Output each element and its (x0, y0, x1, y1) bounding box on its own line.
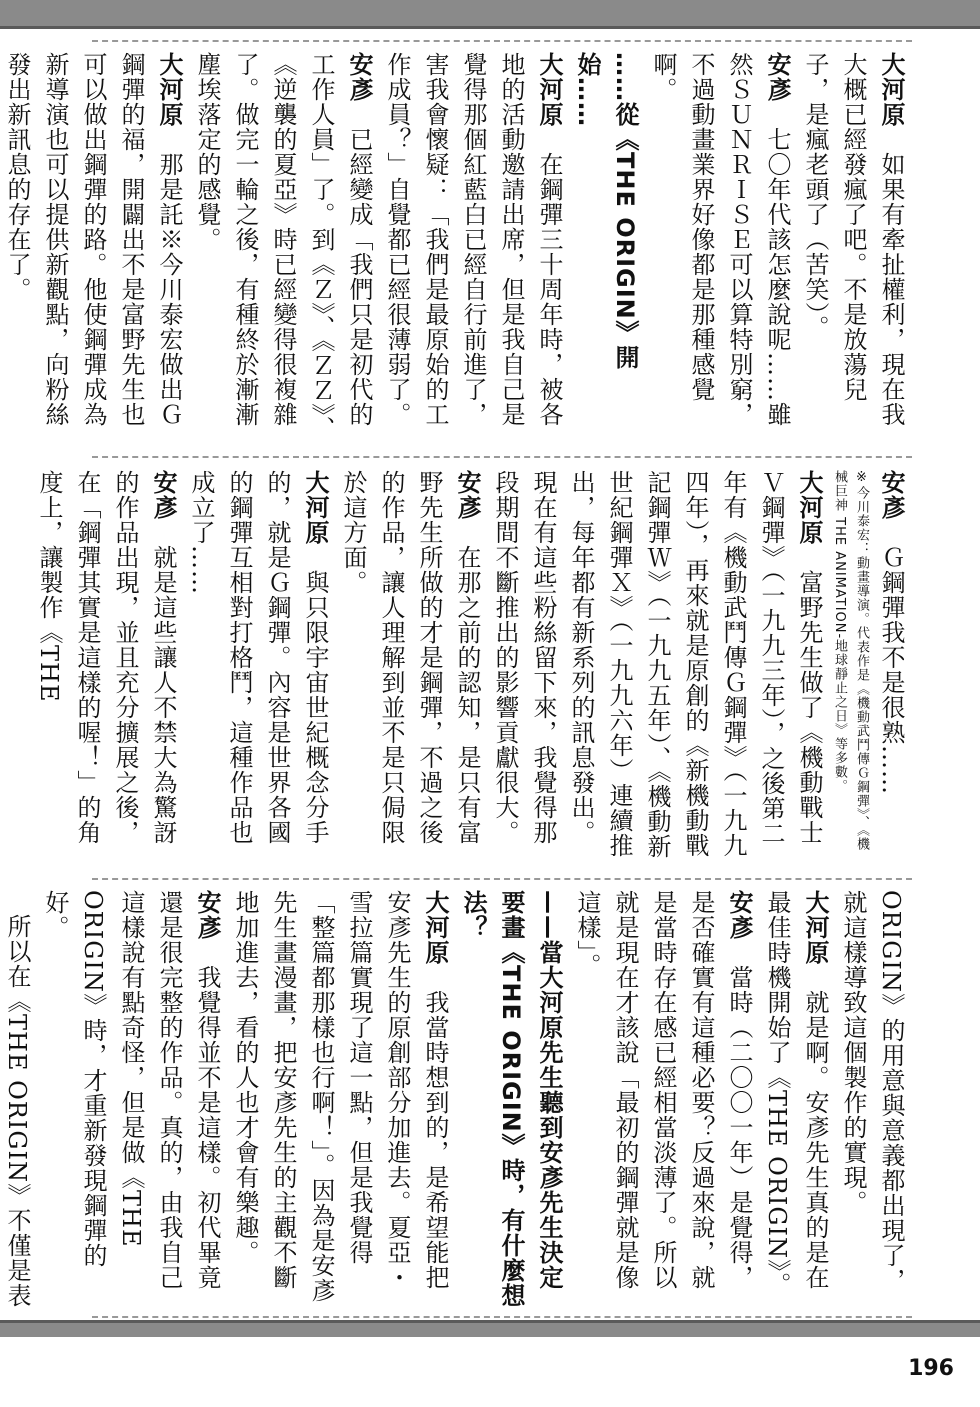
dialogue-text: 與只限宇宙世紀概念分手的，就是Ｇ鋼彈。內容是世界各國的鋼彈互相對打格鬥，這種作品也成立了…… (187, 470, 329, 845)
dialogue-paragraph (334, 470, 486, 862)
top-border-bar (0, 0, 980, 29)
dialogue-paragraph (182, 470, 334, 862)
dialogue-text: 我覺得並不是這樣。初代畢竟還是很完整的作品。真的，由我自己這樣說有點奇怪，但是做《THE ORIGIN》時，才重新發現鋼彈的好。 (41, 890, 221, 1290)
speaker-name: 安彥 (345, 52, 373, 102)
speaker-name: 大河原 (421, 890, 449, 965)
dialogue-text: 當時（二〇〇一年）是覺得，是否確實有這種必要？反過來說，就是當時存在感已經相當淡薄了。所以就是現在才該說「最初的鋼彈就是像這樣」。 (573, 890, 753, 1290)
dialogue-text: 就是啊。安彥先生真的是在最佳時機開始了《THE ORIGIN》。 (763, 890, 829, 1297)
speaker-name: 安彥 (193, 890, 221, 940)
speaker-name: 大河原 (155, 52, 183, 127)
dialogue-text: 富野先生做了《機動戰士Ｖ鋼彈》（一九九三年），之後第二年有《機動武鬥傳Ｇ鋼彈》（一九九四年），再來就是原創的《新機動戰記鋼彈Ｗ》（一九九五年）、《機動新世紀鋼彈Ｘ》（一九九六年）連續推出，每年都有新系列的訊息發出。現在有這些粉絲留下來，我覺得那段期間不斷推出的影響貢獻很大。 (491, 470, 823, 859)
dialogue-text: 已經變成「我們只是初代的工作人員」了。到《Ｚ》、《ＺＺ》、《逆襲的夏亞》時已經變得很複雜了。做完一輪之後，有種終於漸漸塵埃落定的感覺。 (193, 52, 373, 441)
dialogue-paragraph (568, 890, 758, 1310)
section-divider (92, 1316, 912, 1318)
continued-text: 所以在《THE ORIGIN》不僅是表 (3, 914, 31, 1308)
speaker-name: 安彥 (725, 890, 753, 940)
section-divider (92, 40, 912, 42)
speaker-name: 安彥 (453, 470, 481, 520)
speaker-name: 大河原 (795, 470, 823, 545)
speaker-name: 安彥 (763, 52, 791, 102)
dialogue-paragraph (30, 470, 182, 862)
page-number: 196 (908, 1356, 954, 1381)
dialogue-paragraph (796, 52, 910, 444)
dialogue-text: 在那之前的認知，是只有富野先生所做的才是鋼彈，不過之後的作品，讓人理解到並不是只侷限於這方面。 (339, 470, 481, 845)
dialogue-paragraph (378, 52, 568, 444)
section-divider (92, 456, 912, 458)
dialogue-text: 就是這些讓人不禁大為驚訝的作品出現，並且充分擴展之後，在「鋼彈其實是這樣的喔！」的角度上，讓製作《THE (35, 470, 177, 845)
dialogue-text: 在鋼彈三十周年時，被各地的活動邀請出席，但是我自己是覺得那個紅藍白已經自行前進了，害我會懷疑：「我們是最原始的工作成員？」自覺都已經很薄弱了。 (383, 52, 563, 427)
speaker-name: 大河原 (877, 52, 905, 127)
dialogue-paragraph (644, 52, 796, 444)
speaker-name: 安彥 (149, 470, 177, 520)
text-block-middle (35, 470, 910, 862)
speaker-name: 大河原 (301, 470, 329, 545)
section-heading: ——當大河原先生聽到安彥先生決定要畫《THE ORIGIN》時，有什麼想法？ (459, 890, 563, 1308)
dialogue-text: 七〇年代該怎麼說呢……雖然ＳＵＮＲＩＳＥ可以算特別窮，不過動畫業界好像都是那種感覺啊。 (649, 52, 791, 427)
text-block-bottom (3, 890, 910, 1310)
dialogue-paragraph (36, 890, 226, 1310)
dialogue-paragraph (872, 470, 910, 862)
dialogue-paragraph (188, 52, 378, 444)
footnote: ※今川泰宏：動畫導演。代表作是《機動武鬥傳Ｇ鋼彈》、《機械巨神 THE ANIMATION-地球靜止之日》等多數。 (832, 470, 869, 851)
continued-text: ORIGIN》的用意與意義都出現了，就這樣導致這個製作的實現。 (839, 890, 905, 1293)
bottom-border-bar (0, 1320, 980, 1337)
speaker-name: 安彥 (877, 470, 905, 520)
section-divider (92, 878, 912, 880)
text-block-top (3, 52, 910, 444)
dialogue-text: 如果有牽扯權利，現在我大概已經發瘋了吧。不是放蕩兒子，是瘋老頭了（苦笑）。 (801, 52, 905, 427)
dialogue-text: Ｇ鋼彈我不是很熟…… (877, 520, 905, 795)
speaker-name: 大河原 (535, 52, 563, 127)
speaker-name: 大河原 (801, 890, 829, 965)
dialogue-paragraph (226, 890, 454, 1310)
section-heading: ……從《THE ORIGIN》開始…… (573, 52, 639, 370)
dialogue-text: 我當時想到的，是希望能把安彥先生的原創部分加進去。夏亞・雪拉篇實現了這一點，但是我覺得「整篇都那樣也行啊！」。因為是安彥先生畫漫畫，把安彥先生的主觀不斷地加進去，看的人也才會有樂趣。 (231, 890, 449, 1303)
dialogue-text: 那是託※今川泰宏做出Ｇ鋼彈的福，開闢出不是富野先生也可以做出鋼彈的路。他使鋼彈成為新導演也可以提供新觀點，向粉絲發出新訊息的存在了。 (3, 52, 183, 427)
dialogue-paragraph (486, 470, 828, 862)
dialogue-paragraph (758, 890, 834, 1310)
dialogue-paragraph (0, 52, 188, 444)
